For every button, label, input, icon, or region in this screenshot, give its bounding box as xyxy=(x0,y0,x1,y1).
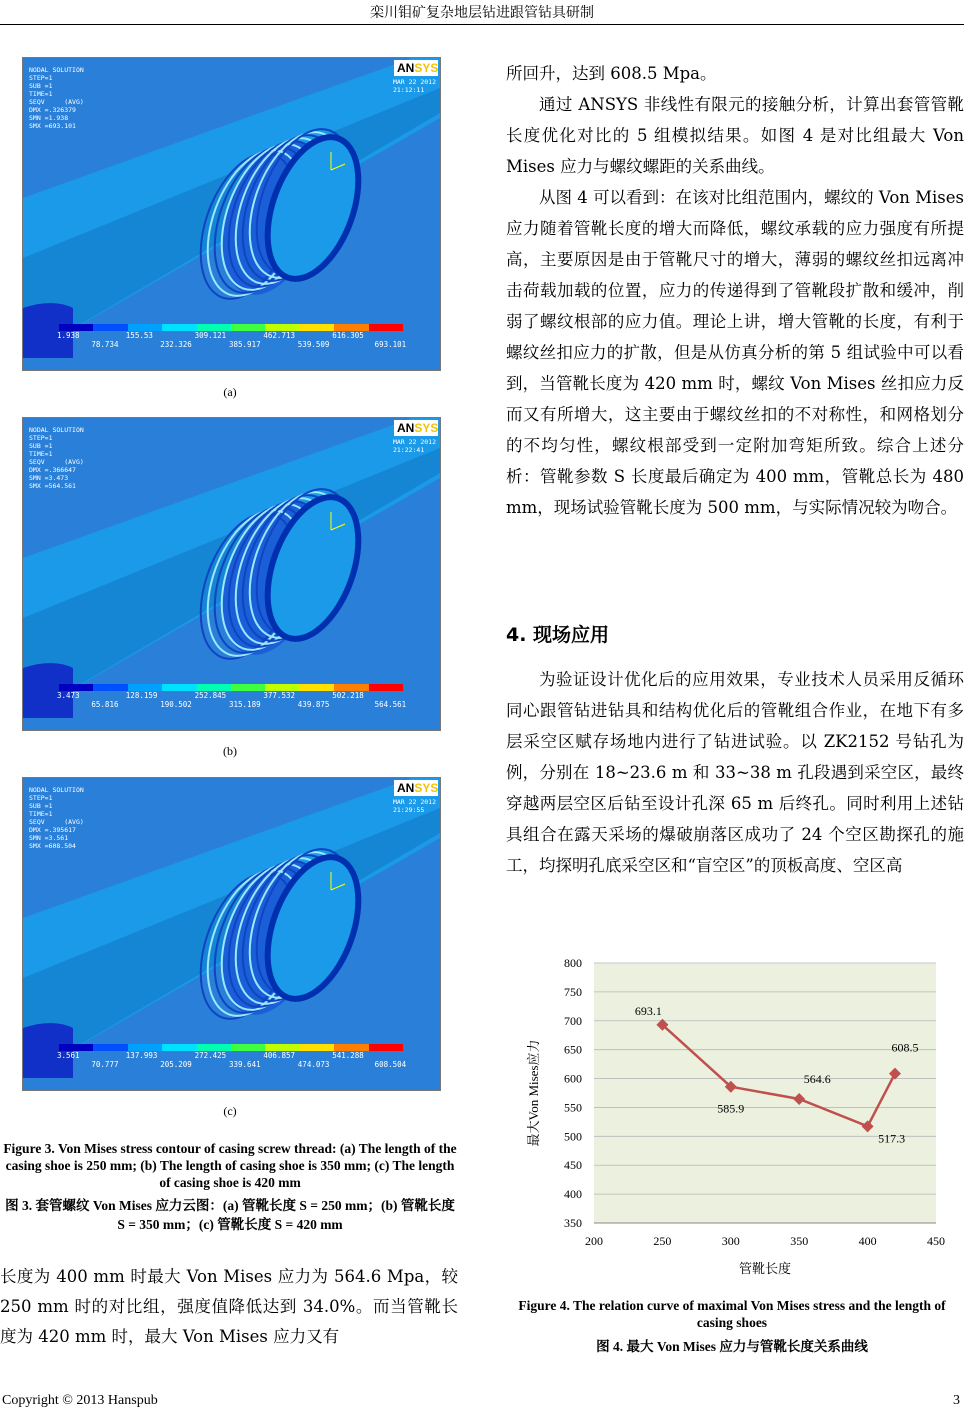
x-tick-label: 400 xyxy=(858,1234,877,1248)
ansys-contour-b xyxy=(22,417,441,731)
legend-value: 137.993 xyxy=(125,1051,158,1060)
legend-value: 439.875 xyxy=(297,700,330,709)
legend-value: 564.561 xyxy=(374,700,407,709)
legend-swatch xyxy=(300,684,334,691)
legend-swatch xyxy=(265,324,299,331)
x-axis-label: 管靴长度 xyxy=(738,1261,792,1276)
right-body-text-2 xyxy=(506,664,964,881)
legend-swatch xyxy=(93,1044,127,1051)
x-tick-label: 300 xyxy=(721,1234,740,1248)
legend-value: 406.857 xyxy=(263,1051,295,1060)
data-label: 585.9 xyxy=(717,1101,745,1116)
legend-swatch xyxy=(197,684,231,691)
legend-value: 252.845 xyxy=(194,691,227,700)
legend-value: 385.917 xyxy=(229,340,261,349)
y-tick-label: 700 xyxy=(564,1013,582,1028)
legend-swatch xyxy=(300,324,334,331)
legend-swatch xyxy=(265,1044,299,1051)
legend-value: 65.816 xyxy=(91,700,119,709)
figure4-caption-cn: 图 4. 最大 Von Mises 应力与管靴长度关系曲线 xyxy=(596,1339,868,1354)
legend-swatch xyxy=(128,324,162,331)
legend-value: 272.425 xyxy=(194,1051,227,1060)
legend-value: 155.53 xyxy=(125,331,153,340)
legend-value: 502.218 xyxy=(332,691,364,700)
legend-value: 474.073 xyxy=(297,1060,330,1069)
legend-value: 190.502 xyxy=(160,700,192,709)
subfigure-label-b: (b) xyxy=(223,744,237,758)
legend-value: 339.641 xyxy=(229,1060,261,1069)
section-heading: 4. 现场应用 xyxy=(506,624,610,646)
legend-swatch xyxy=(231,1044,265,1051)
stress-legend-bar xyxy=(59,1044,403,1051)
ansys-date: MAR 22 2012 21:12:11 xyxy=(392,78,436,94)
legend-swatch xyxy=(231,684,265,691)
legend-value: 232.326 xyxy=(160,340,192,349)
stress-legend-values xyxy=(59,691,439,711)
x-tick-label: 350 xyxy=(790,1234,809,1248)
legend-value: 539.509 xyxy=(297,340,330,349)
ansys-contour-a xyxy=(22,57,441,371)
data-label: 564.6 xyxy=(803,1072,831,1087)
ansys-logo: ANSYS xyxy=(394,60,438,76)
running-header: 栾川钼矿复杂地层钻进跟管钻具研制 xyxy=(370,5,594,21)
y-tick-label: 350 xyxy=(564,1216,582,1230)
ansys-info-block: NODAL SOLUTION STEP=1 SUB =1 TIME=1 SEQV (AVG) DMX =.366647 SMN =3.473 SMX =564.561 xyxy=(29,426,84,490)
legend-value: 462.713 xyxy=(263,331,295,340)
legend-swatch xyxy=(128,1044,162,1051)
ansys-info-block: NODAL SOLUTION STEP=1 SUB =1 TIME=1 SEQV (AVG) DMX =.395617 SMN =3.561 SMX =608.504 xyxy=(29,786,84,850)
legend-value: 205.209 xyxy=(160,1060,192,1069)
legend-swatch xyxy=(334,684,368,691)
figure4-caption-en: Figure 4. The relation curve of maximal Von Mises stress and the length of casing shoes xyxy=(518,1298,946,1330)
legend-swatch xyxy=(162,1044,196,1051)
y-tick-label: 500 xyxy=(564,1129,582,1144)
paragraph-3: 从图 4 可以看到：在该对比组范围内，螺纹的 Von Mises 应力随着管靴长度的增大而降低，螺纹承载的应力强度有所提高，主要原因是由于管靴尺寸的增大，薄弱的螺纹丝扣远离冲击荷载加载的位置，应力的传递得到了管靴段扩散和缓冲，削弱了螺纹根部的应力值。理论上讲，增大管靴的长度，有利于螺纹丝扣应力的扩散，但是从仿真分析的第 5 组试验中可以看到，当管靴长度为 420 mm 时，螺纹 Von Mises 丝扣应力反而又有所增大，这主要由于螺纹丝扣的不对称性，和网格划分的不均匀性，螺纹根部受到一定附加弯矩所致。综合上述分析：管靴参数 S 长度最后确定为 400 mm，管靴总长为 480 mm，现场试验管靴长度为 500 mm，与实际情况较为吻合。 xyxy=(506,188,964,517)
legend-swatch xyxy=(369,324,403,331)
paragraph-4: 为验证设计优化后的应用效果，专业技术人员采用反循环同心跟管钻进钻具和结构优化后的管靴组合作业，在地下有多层采空区赋存场地内进行了钻进试验。以 ZK2152 号钻孔为例，分别在 18~23.6 m 和 33~38 m 孔段遇到采空区，最终穿越两层空区后钻至设计孔深 65 m 后终孔。同时利用上述钻具组合在露天采场的爆破崩落区成功了 24 个空区勘探孔的施工，均探明孔底采空区和“盲空区”的顶板高度、空区高 xyxy=(506,670,964,875)
legend-swatch xyxy=(59,324,93,331)
legend-swatch xyxy=(128,684,162,691)
ansys-contour-c xyxy=(22,777,441,1091)
x-tick-label: 450 xyxy=(927,1234,945,1248)
x-tick-label: 200 xyxy=(585,1234,603,1248)
paragraph-1: 所回升，达到 608.5 Mpa。 xyxy=(506,64,717,83)
figure3-caption-cn: 图 3. 套管螺纹 Von Mises 应力云图：(a) 管靴长度 S = 250 mm；(b) 管靴长度 S = 350 mm；(c) 管靴长度 S = 420 mm xyxy=(5,1198,455,1232)
ansys-info-block: NODAL SOLUTION STEP=1 SUB =1 TIME=1 SEQV (AVG) DMX =.326379 SMN =1.938 SMX =693.101 xyxy=(29,66,84,130)
legend-value: 608.504 xyxy=(374,1060,407,1069)
line-chart-svg xyxy=(512,945,952,1285)
data-label: 693.1 xyxy=(634,1003,662,1018)
axis-triad-icon xyxy=(323,508,353,538)
legend-value: 128.159 xyxy=(125,691,158,700)
y-tick-label: 750 xyxy=(564,984,582,999)
legend-value: 693.101 xyxy=(374,340,407,349)
legend-swatch xyxy=(93,684,127,691)
stress-legend-bar xyxy=(59,684,403,691)
subfigure-label-c: (c) xyxy=(223,1104,237,1118)
subfigure-label-a: (a) xyxy=(223,385,237,399)
axis-triad-icon xyxy=(323,868,353,898)
y-axis-label: 最大Von Mises应力 xyxy=(526,1039,541,1147)
y-tick-label: 650 xyxy=(564,1042,582,1057)
right-body-text xyxy=(506,58,964,523)
ansys-date: MAR 22 2012 21:29:55 xyxy=(392,798,436,814)
legend-value: 377.532 xyxy=(263,691,295,700)
legend-swatch xyxy=(162,324,196,331)
legend-swatch xyxy=(59,684,93,691)
y-tick-label: 550 xyxy=(564,1100,582,1115)
legend-value: 3.561 xyxy=(57,1051,80,1060)
legend-swatch xyxy=(197,1044,231,1051)
legend-value: 541.288 xyxy=(332,1051,364,1060)
legend-value: 3.473 xyxy=(57,691,80,700)
stress-legend-values xyxy=(59,1051,439,1071)
copyright: Copyright © 2013 Hanspub xyxy=(2,1393,158,1408)
y-tick-label: 600 xyxy=(564,1071,582,1086)
figure4-chart xyxy=(512,945,952,1285)
legend-swatch xyxy=(334,324,368,331)
legend-swatch xyxy=(59,1044,93,1051)
ansys-logo: ANSYS xyxy=(394,420,438,436)
legend-swatch xyxy=(93,324,127,331)
stress-legend-bar xyxy=(59,324,403,331)
legend-swatch xyxy=(197,324,231,331)
axis-triad-icon xyxy=(323,148,353,178)
data-label: 608.5 xyxy=(891,1040,919,1055)
legend-value: 315.189 xyxy=(229,700,261,709)
legend-value: 309.121 xyxy=(194,331,227,340)
legend-value: 78.734 xyxy=(91,340,119,349)
ansys-date: MAR 22 2012 21:22:41 xyxy=(392,438,436,454)
stress-legend-values xyxy=(59,331,439,351)
legend-swatch xyxy=(369,684,403,691)
x-tick-label: 250 xyxy=(653,1234,672,1248)
y-tick-label: 800 xyxy=(564,956,582,970)
legend-swatch xyxy=(265,684,299,691)
legend-swatch xyxy=(334,1044,368,1051)
legend-swatch xyxy=(231,324,265,331)
ansys-logo: ANSYS xyxy=(394,780,438,796)
data-label: 517.3 xyxy=(878,1131,906,1146)
header-rule xyxy=(0,24,964,25)
legend-value: 70.777 xyxy=(91,1060,119,1069)
legend-value: 1.938 xyxy=(57,331,80,340)
legend-swatch xyxy=(162,684,196,691)
paragraph-2: 通过 ANSYS 非线性有限元的接触分析，计算出套管管靴长度优化对比的 5 组模拟结果。如图 4 是对比组最大 Von Mises 应力与螺纹螺距的关系曲线。 xyxy=(506,95,964,176)
page-number: 3 xyxy=(953,1393,960,1408)
legend-value: 616.305 xyxy=(332,331,364,340)
y-tick-label: 450 xyxy=(564,1158,582,1173)
legend-swatch xyxy=(369,1044,403,1051)
y-tick-label: 400 xyxy=(564,1187,582,1202)
figure3-caption-en: Figure 3. Von Mises stress contour of casing screw thread: (a) The length of the casing shoe is 250 mm; (b) The length of casing shoe is 350 mm; (c) The length of casing shoe is 420 mm xyxy=(3,1141,457,1190)
left-body-text: 长度为 400 mm 时最大 Von Mises 应力为 564.6 Mpa，较 250 mm 时的对比组，强度值降低达到 34.0%。而当管靴长度为 420 mm 时，最大 Von Mises 应力又有 xyxy=(0,1267,458,1346)
legend-swatch xyxy=(300,1044,334,1051)
